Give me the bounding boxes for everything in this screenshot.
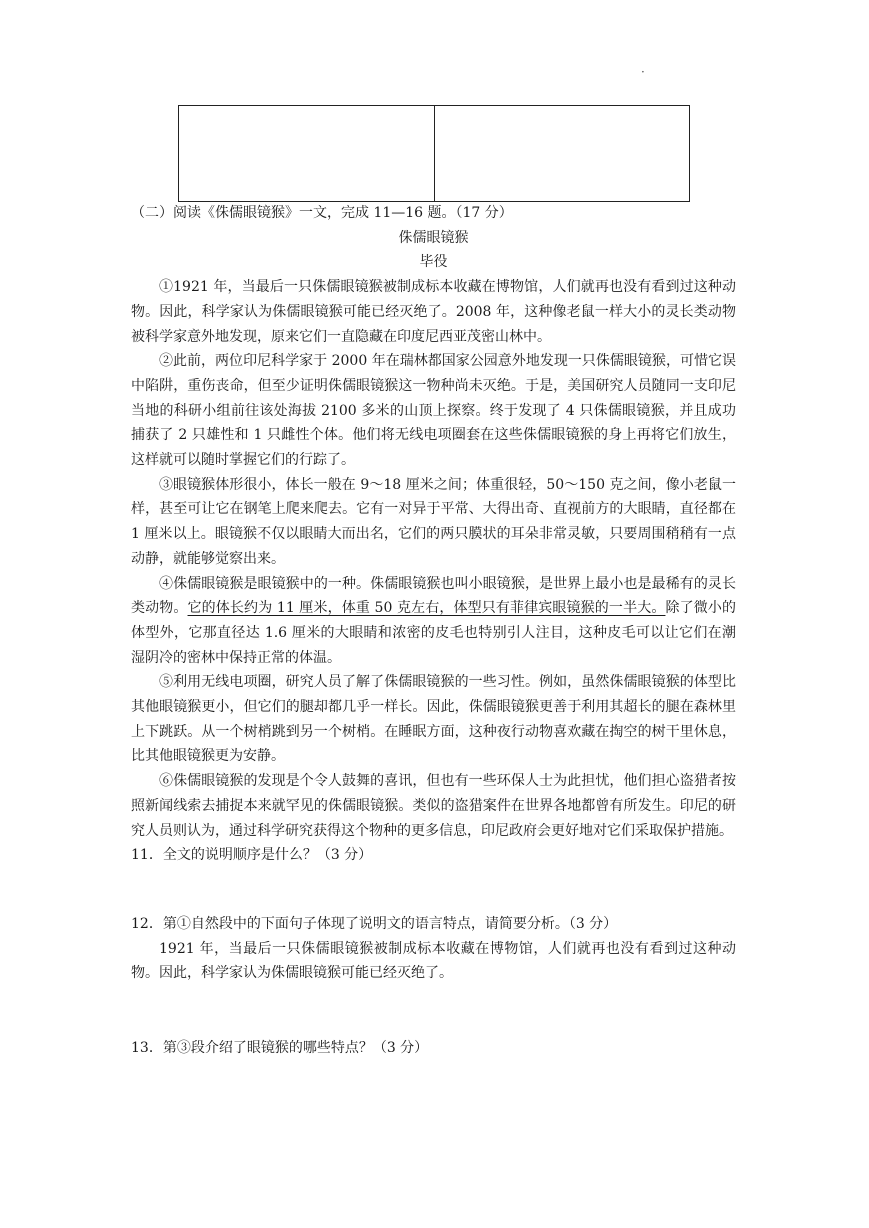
reading-section bbox=[131, 201, 736, 1061]
paragraph-3: ③眼镜猴体形很小，体长一般在 9～18 厘米之间；体重很轻，50～150 克之间，像小老鼠一样，甚至可让它在钢笔上爬来爬去。它有一对异于平常、大得出奇、直视前方的大眼睛，直径都在 1 厘米以上。眼镜猴不仅以眼睛大而出名，它们的两只膜状的耳朵非常灵敏，只要周围稍稍有一点动静，就能够觉察出来。 bbox=[131, 476, 736, 567]
paragraph-1: ①1921 年，当最后一只侏儒眼镜猴被制成标本收藏在博物馆，人们就再也没有看到过这种动物。因此，科学家认为侏儒眼镜猴可能已经灭绝了。2008 年，这种像老鼠一样大小的灵长类动物被科学家意外地发现，原来它们一直隐藏在印度尼西亚茂密山林中。 bbox=[131, 279, 736, 345]
paragraph-2: ②此前，两位印尼科学家于 2000 年在瑞林都国家公园意外地发现一只侏儒眼镜猴，可惜它误中陷阱，重伤丧命，但至少证明侏儒眼镜猴这一物种尚未灭绝。于是，美国研究人员随同一支印尼当地的科研小组前往该处海拔 2100 多米的山顶上探察。终于发现了 4 只侏儒眼镜猴，并且成功捕获了 2 只雄性和 1 只雌性个体。他们将无线电项圈套在这些侏儒眼镜猴的身上再将它们放生，这样就可以随时掌握它们的行踪了。 bbox=[131, 353, 736, 469]
paragraph-6: ⑥侏儒眼镜猴的发现是个令人鼓舞的喜讯，但也有一些环保人士为此担忧，他们担心盗猎者按照新闻线索去捕捉本来就罕见的侏儒眼镜猴。类似的盗猎案件在世界各地都曾有所发生。印尼的研究人员则认为，通过科学研究获得这个物种的更多信息，印尼政府会更好地对它们采取保护措施。 bbox=[131, 773, 736, 839]
underlined-sentence: 它的体长约为 11 厘米，体重 50 克左右，体型只有菲律宾眼镜猴的一半大。 bbox=[187, 600, 666, 617]
article-author: 毕役 bbox=[419, 254, 448, 271]
paragraph-5: ⑤利用无线电项圈，研究人员了解了侏儒眼镜猴的一些习性。例如，虽然侏儒眼镜猴的体型比其他眼镜猴更小，但它们的腿却都几乎一样长。因此，侏儒眼镜猴更善于利用其超长的腿在森林里上下跳跃。从一个树梢跳到另一个树梢。在睡眠方面，这种夜行动物喜欢藏在掏空的树干里休息，比其他眼镜猴更为安静。 bbox=[131, 674, 736, 765]
question-12-quote: 1921 年，当最后一只侏儒眼镜猴被制成标本收藏在博物馆，人们就再也没有看到过这种动物。因此，科学家认为侏儒眼镜猴可能已经灭绝了。 bbox=[131, 940, 736, 982]
section-heading: （二）阅读《侏儒眼镜猴》一文，完成 11—16 题。（17 分） bbox=[131, 205, 513, 221]
header-dot: · bbox=[641, 65, 645, 79]
question-11: 11．全文的说明顺序是什么？（3 分） bbox=[131, 847, 373, 864]
paragraph-4 bbox=[131, 572, 736, 671]
article-title: 侏儒眼镜猴 bbox=[398, 229, 469, 246]
answer-table-cell-left bbox=[179, 106, 434, 201]
question-12: 12．第①自然段中的下面句子体现了说明文的语言特点，请简要分析。（3 分） bbox=[131, 915, 618, 932]
paragraph-4-end: 除了微小的体型外，它那直径达 1.6 厘米的大眼睛和浓密的皮毛也特别引人注目，这种皮毛可以让它们在潮湿阴冷的密林中保持正常的体温。 bbox=[131, 600, 736, 666]
question-13: 13．第③段介绍了眼镜猴的哪些特点？（3 分） bbox=[131, 1040, 429, 1057]
paragraph-4-start: ④侏儒眼镜猴是眼镜猴中的一种。侏儒眼镜猴也叫小眼镜猴，是世界上最小也是最稀有的灵长类动物。 bbox=[131, 575, 736, 617]
answer-table bbox=[178, 105, 690, 202]
answer-table-cell-right bbox=[434, 106, 690, 201]
